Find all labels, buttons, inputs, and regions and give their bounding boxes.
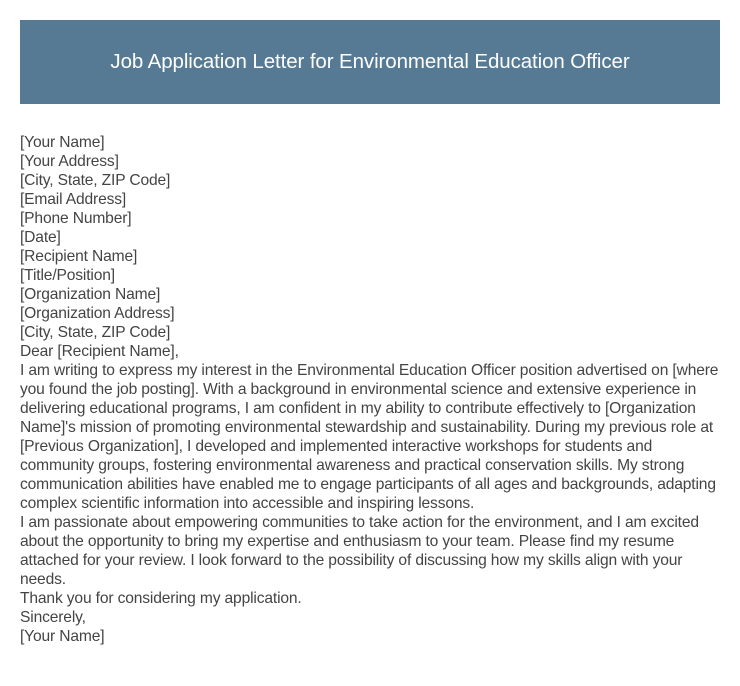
title-banner <box>20 20 720 104</box>
letter-date: [Date] <box>20 229 61 246</box>
recipient-city-state-zip: [City, State, ZIP Code] <box>20 324 171 341</box>
body-paragraph-3: Thank you for considering my application. <box>20 590 302 607</box>
recipient-organization: [Organization Name] <box>20 286 161 303</box>
closing: Sincerely, <box>20 609 86 626</box>
recipient-title: [Title/Position] <box>20 267 115 284</box>
page-title: Job Application Letter for Environmental Education Officer <box>110 50 630 73</box>
letter-body <box>20 133 725 646</box>
body-paragraph-1: I am writing to express my interest in the Environmental Education Officer position advertised on [where you found the job posting]. With a background in environmental science and extensive experience in delivering educational programs, I am confident in my ability to contribute effectively to [Organization Name]'s mission of promoting environmental stewardship and sustainability. During my previous role at [Previous Organization], I developed and implemented interactive workshops for students and community groups, fostering environmental awareness and practical conservation skills. My strong communication abilities have enabled me to engage participants of all ages and backgrounds, adapting complex scientific information into accessible and inspiring lessons. <box>20 362 719 512</box>
recipient-name: [Recipient Name] <box>20 248 138 265</box>
body-paragraph-2: I am passionate about empowering communities to take action for the environment, and I am excited about the opportunity to bring my expertise and enthusiasm to your team. Please find my resume attached for your review. I look forward to the possibility of discussing how my skills align with your needs. <box>20 514 699 588</box>
signature: [Your Name] <box>20 628 105 645</box>
sender-address: [Your Address] <box>20 153 119 170</box>
sender-email: [Email Address] <box>20 191 127 208</box>
sender-city-state-zip: [City, State, ZIP Code] <box>20 172 171 189</box>
recipient-organization-address: [Organization Address] <box>20 305 175 322</box>
sender-name: [Your Name] <box>20 134 105 151</box>
sender-phone: [Phone Number] <box>20 210 132 227</box>
salutation: Dear [Recipient Name], <box>20 343 179 360</box>
